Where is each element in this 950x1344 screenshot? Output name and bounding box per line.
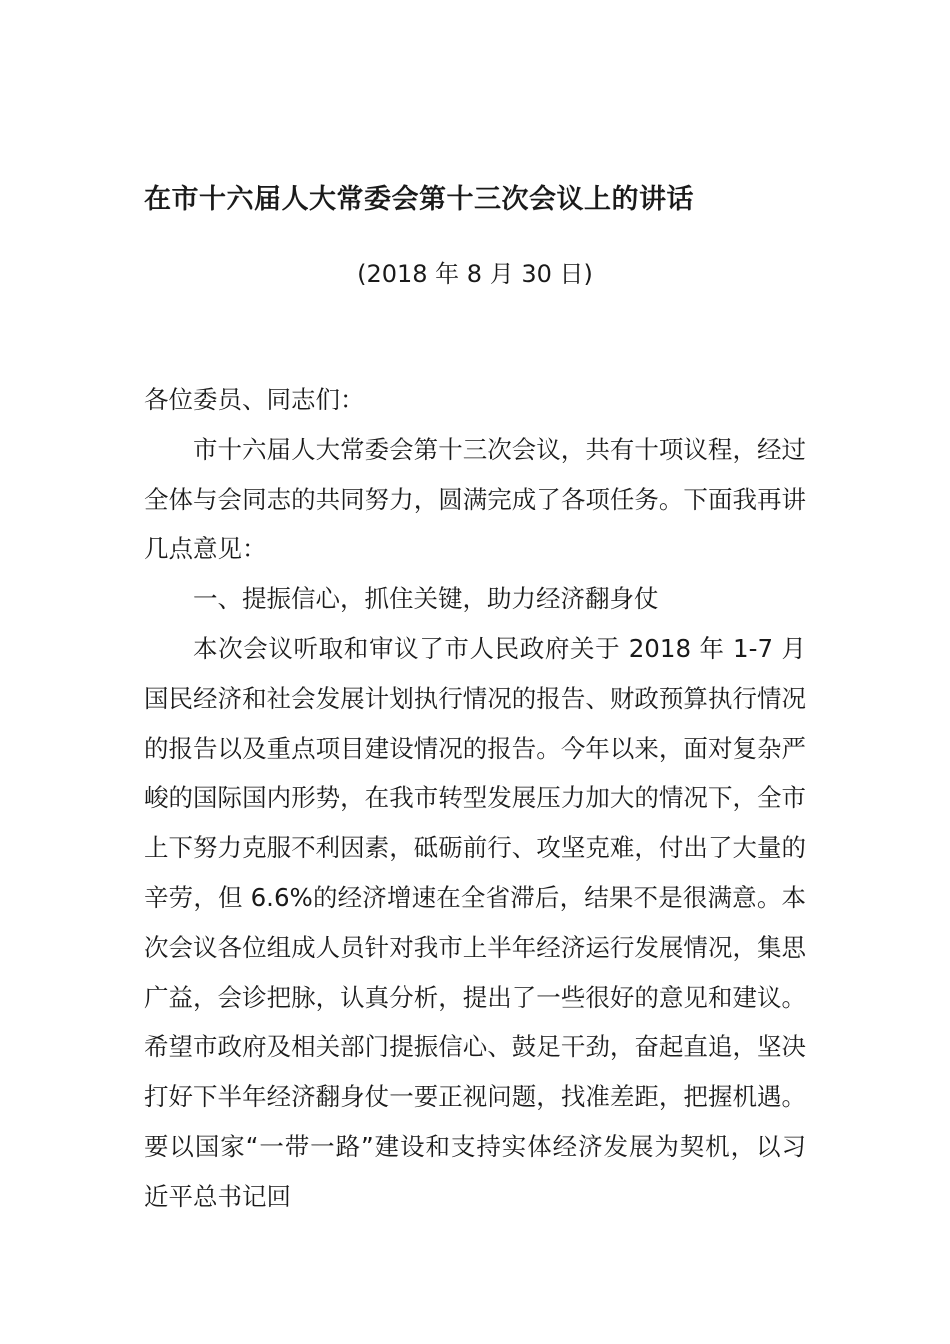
paragraph-intro: 市十六届人大常委会第十三次会议，共有十项议程，经过全体与会同志的共同努力，圆满完成了各项任务。下面我再讲几点意见： bbox=[144, 434, 806, 564]
paragraph-economy: 本次会议听取和审议了市人民政府关于 2018 年 1-7 月国民经济和社会发展计划执行情况的报告、财政预算执行情况的报告以及重点项目建设情况的报告。今年以来，面对复杂严峻的国际国内形势，在我市转型发展压力加大的情况下，全市上下努力克服不利因素，砥砺前行、攻坚克难，付出了大量的辛劳，但 6.6%的经济增速在全省滞后，结果不是很满意。本次会议各位组成人员针对我市上半年经济运行发展情况，集思广益，会诊把脉，认真分析，提出了一些很好的意见和建议。希望市政府及相关部门提振信心、鼓足干劲，奋起直追，坚决打好下半年经济翻身仗一要正视问题，找准差距，把握机遇。要以国家“一带一路”建设和支持实体经济发展为契机，以习近平总书记回 bbox=[144, 633, 806, 1211]
document-date: (2018 年 8 月 30 日) bbox=[357, 260, 593, 288]
salutation: 各位委员、同志们： bbox=[144, 385, 365, 414]
document-title: 在市十六届人大常委会第十三次会议上的讲话 bbox=[144, 184, 694, 215]
document-body bbox=[144, 375, 806, 1222]
section-heading: 一、提振信心，抓住关键，助力经济翻身仗 bbox=[193, 584, 659, 614]
